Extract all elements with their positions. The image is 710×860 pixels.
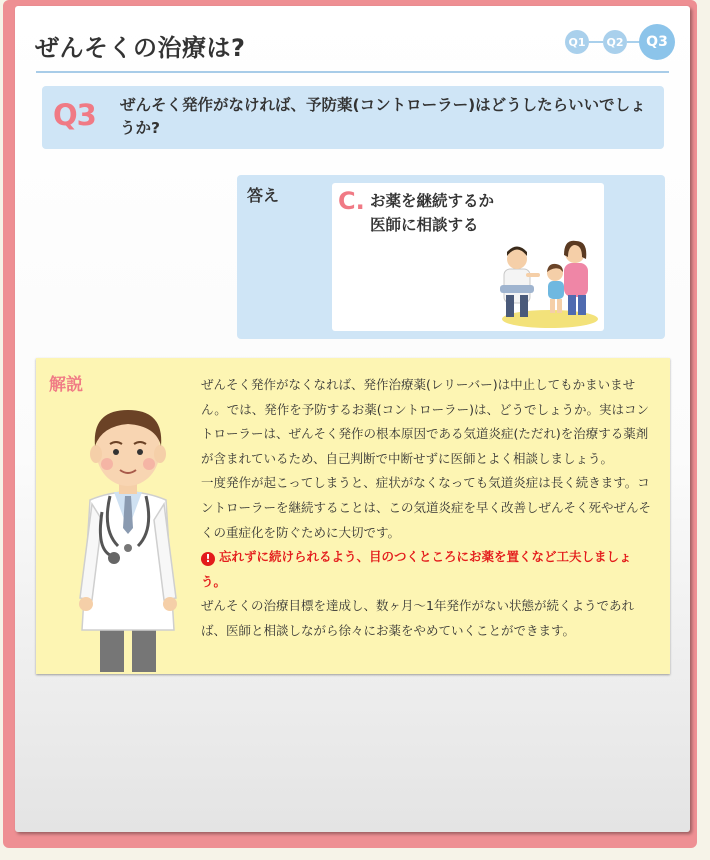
answer-mark: C. [338, 187, 365, 215]
step-q2[interactable]: Q2 [603, 30, 627, 54]
warning-text: 忘れずに続けられるよう、目のつくところにお薬を置くなど工夫しましょう。 [201, 549, 632, 589]
answer-label: 答え [247, 186, 280, 205]
question-label: Q3 [53, 98, 96, 132]
answer-line-1: お薬を継続するか [370, 192, 495, 210]
explanation-paragraph: ぜんそくの治療目標を達成し、数ヶ月〜1年発作がない状態が続くようであれば、医師と相談しながら徐々にお薬をやめていくことができます。 [201, 598, 634, 638]
explanation-paragraph: ぜんそく発作がなくなれば、発作治療薬(レリーバー)は中止してもかまいません。では、発作を予防するお薬(コントローラー)は、どうでしょうか。実はコントローラーは、ぜんそく発作の根本原因である気道炎症(ただれ)を治療する薬剤が含まれているため、自己判断で中断せずに医師とよく相談しましょう。 [201, 377, 650, 466]
exclamation-icon: ! [201, 552, 215, 566]
explanation-body [201, 373, 651, 644]
explanation-paragraph: 一度発作が起こってしまうと、症状がなくなっても気道炎症は長く続きます。コントローラーを継続することは、この気道炎症を早く改善しぜんそく死やぜんそくの重症化を防ぐために大切です。 [201, 475, 652, 540]
answer-card [332, 183, 604, 331]
answer-line-2: 医師に相談する [370, 216, 479, 234]
explanation-box [36, 358, 670, 674]
step-q3-current[interactable]: Q3 [639, 24, 675, 60]
step-q1[interactable]: Q1 [565, 30, 589, 54]
explanation-label: 解説 [49, 375, 83, 395]
question-text: ぜんそく発作がなければ、予防薬(コントローラー)はどうしたらいいでしょうか? [120, 96, 646, 137]
doctor-consultation-illustration [492, 229, 602, 329]
answer-box [237, 175, 665, 339]
answer-text [370, 189, 494, 237]
title-divider [36, 71, 669, 73]
page-title: ぜんそくの治療は? [35, 34, 246, 62]
doctor-illustration [62, 400, 194, 672]
step-connector [589, 41, 603, 43]
question-box [42, 86, 664, 149]
explanation-warning [201, 545, 651, 594]
